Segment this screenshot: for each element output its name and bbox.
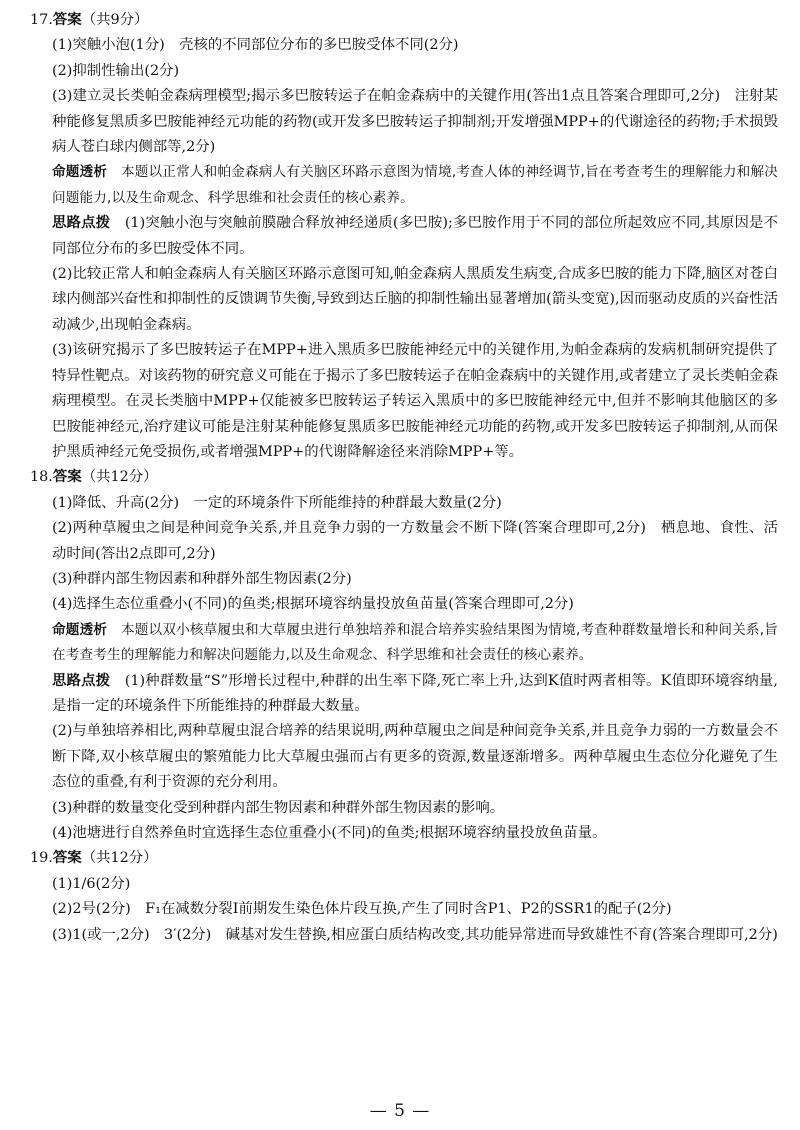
hint-tag: 思路点拨 xyxy=(52,672,111,689)
hint-paragraph xyxy=(30,669,778,720)
hint-text: (1)突触小泡与突触前膜融合释放神经递质(多巴胺);多巴胺作用于不同的部位所起效应不同,其原因是不同部位分布的多巴胺受体不同。 xyxy=(52,215,778,257)
answer-line: (3)种群内部生物因素和种群外部生物因素(2分) xyxy=(52,570,352,587)
question-18 xyxy=(30,465,778,846)
score-total: （共9分） xyxy=(81,12,149,28)
question-19 xyxy=(30,846,778,948)
question-19-title: 19.答案（共12分） xyxy=(30,850,158,867)
hint-tag: 思路点拨 xyxy=(52,215,111,232)
analysis-paragraph xyxy=(30,160,778,211)
question-17 xyxy=(30,8,778,465)
analysis-text: 本题以正常人和帕金森病人有关脑区环路示意图为情境,考查人体的神经调节,旨在考查考生的理解能力和解决问题能力,以及生命观念、科学思维和社会责任的核心素养。 xyxy=(52,164,778,206)
answer-line: (1)降低、升高(2分) 一定的环境条件下所能维持的种群最大数量(2分) xyxy=(52,494,502,511)
hint-line: (3)该研究揭示了多巴胺转运子在MPP+进入黑质多巴胺能神经元中的关键作用,为帕金森病的发病机制研究提供了特异性靶点。对该药物的研究意义可能在于揭示了多巴胺转运子在帕金森病中的关键作用,或者建立了灵长类帕金森病理模型。在灵长类脑中MPP+仅能被多巴胺转运子转运入黑质中的多巴胺能神经元中,但并不影响其他脑区的多巴胺能神经元,治疗建议可能是注射某种能修复黑质多巴胺能神经元功能的药物,或开发多巴胺转运子抑制剂,从而保护黑质神经元免受损伤,或者增强MPP+的代谢降解途径来消除MPP+等。 xyxy=(52,342,778,460)
answer-line: (3)建立灵长类帕金森病理模型;揭示多巴胺转运子在帕金森病中的关键作用(答出1点且答案合理即可,2分) 注射某种能修复黑质多巴胺能神经元功能的药物(或开发多巴胺转运子抑制剂;开发增强MPP+的代谢途径的药物;手术损毁病人苍白球内侧部等,2分) xyxy=(52,88,778,156)
answer-line: (2)2号(2分) F₁在减数分裂Ⅰ前期发生染色体片段互换,产生了同时含P1、P2的SSR1的配子(2分) xyxy=(52,901,672,918)
hint-paragraph xyxy=(30,211,778,262)
score-total: （共12分） xyxy=(81,469,158,486)
analysis-paragraph xyxy=(30,618,778,669)
page-number: — 5 — xyxy=(369,1100,431,1121)
hint-line: (2)比较正常人和帕金森病人有关脑区环路示意图可知,帕金森病人黑质发生病变,合成多巴胺的能力下降,脑区对苍白球内侧部兴奋性和抑制性的反馈调节失衡,导致到达丘脑的抑制性输出显著增加(箭头变宽),因而驱动皮质的兴奋性活动减少,出现帕金森病。 xyxy=(52,266,778,333)
hint-text: (1)种群数量“S”形增长过程中,种群的出生率下降,死亡率上升,达到K值时两者相等。K值即环境容纳量,是指一定的环境条件下所能维持的种群最大数量。 xyxy=(52,672,778,714)
question-17-title: 17.答案（共9分） xyxy=(30,12,149,28)
answer-label: 答案 xyxy=(52,850,82,867)
question-18-title: 18.答案（共12分） xyxy=(30,469,158,486)
hint-line: (3)种群的数量变化受到种群内部生物因素和种群外部生物因素的影响。 xyxy=(52,799,505,816)
analysis-text: 本题以双小核草履虫和大草履虫进行单独培养和混合培养实验结果图为情境,考查种群数量增长和种间关系,旨在考查考生的理解能力和解决问题能力,以及生命观念、科学思维和社会责任的核心素养。 xyxy=(52,621,778,664)
answer-label: 答案 xyxy=(52,12,82,28)
score-total: （共12分） xyxy=(81,850,158,867)
answer-label: 答案 xyxy=(52,469,82,486)
analysis-tag: 命题透析 xyxy=(52,621,108,638)
hint-line: (2)与单独培养相比,两种草履虫混合培养的结果说明,两种草履虫之间是种间竞争关系,并且竞争力弱的一方数量会不断下降,双小核草履虫的繁殖能力比大草履虫强而占有更多的资源,数量逐渐增多。两种草履虫生态位分化避免了生态位的重叠,有利于资源的充分利用。 xyxy=(52,723,778,791)
answer-line: (2)两种草履虫之间是种间竞争关系,并且竞争力弱的一方数量会不断下降(答案合理即可,2分) 栖息地、食性、活动时间(答出2点即可,2分) xyxy=(52,520,778,562)
answer-line: (4)选择生态位重叠小(不同)的鱼类;根据环境容纳量投放鱼苗量(答案合理即可,2分) xyxy=(52,596,574,613)
answer-line: (2)抑制性输出(2分) xyxy=(52,62,180,79)
hint-line: (4)池塘进行自然养鱼时宜选择生态位重叠小(不同)的鱼类;根据环境容纳量投放鱼苗量。 xyxy=(52,825,607,841)
answer-line: (1)突触小泡(1分) 壳核的不同部位分布的多巴胺受体不同(2分) xyxy=(52,37,459,54)
answer-line: (3)1(或一,2分) 3′(2分) 碱基对发生替换,相应蛋白质结构改变,其功能异常进而导致雄性不育(答案合理即可,2分) xyxy=(52,926,778,943)
answer-line: (1)1/6(2分) xyxy=(52,875,131,892)
analysis-tag: 命题透析 xyxy=(52,164,108,181)
